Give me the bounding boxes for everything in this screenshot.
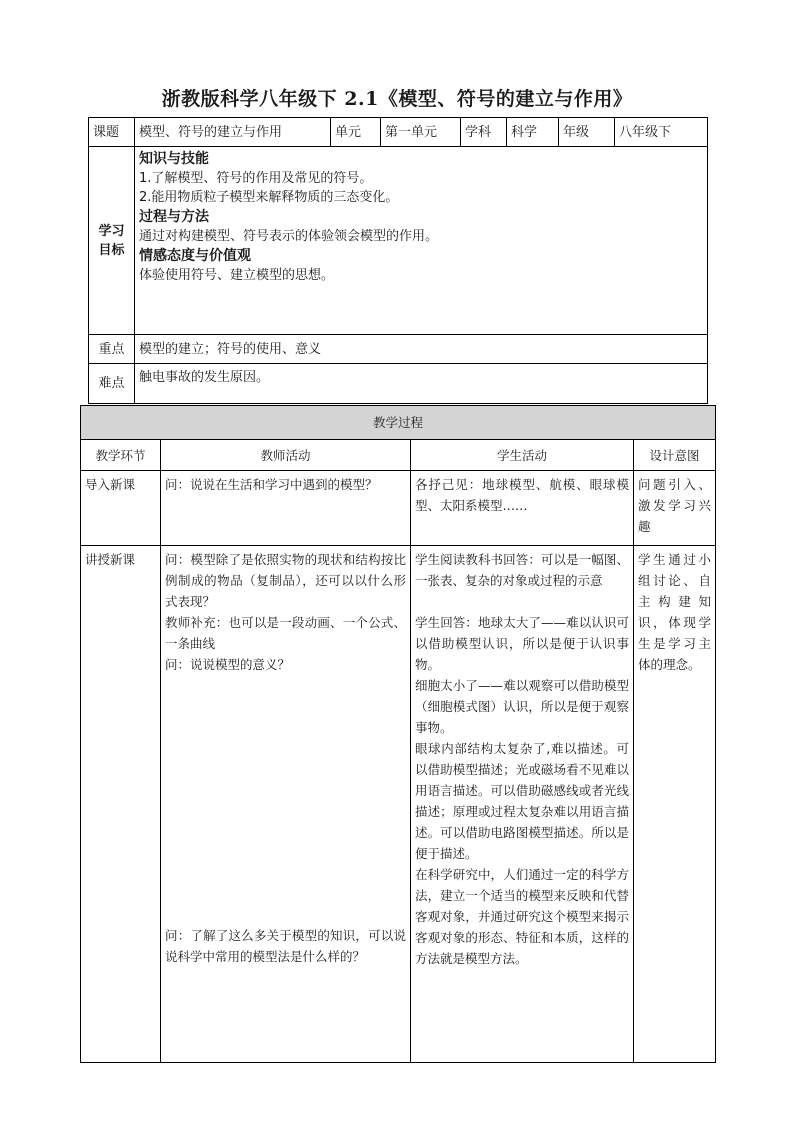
objectives-label: 学习 目标 [89, 147, 135, 335]
stage-intro: 导入新课 [81, 471, 161, 546]
topic-label: 课题 [89, 118, 135, 147]
objectives-section-attitude: 情感态度与价值观 [139, 248, 251, 264]
objective-item: 2.能用物质粒子模型来解释物质的三态变化。 [139, 190, 399, 205]
subject-value: 科学 [507, 118, 559, 147]
teacher-activity [161, 546, 411, 1063]
difficulty-label: 难点 [89, 364, 135, 404]
objective-item: 体验使用符号、建立模型的思想。 [139, 268, 335, 283]
student-answer: 细胞太小了——难以观察可以借助模型（细胞模式图）认识，所以是便于观察事物。 [415, 678, 629, 735]
teacher-question: 问：了解了这么多关于模型的知识，可以说说科学中常用的模型法是什么样的？ [165, 928, 406, 964]
topic-value: 模型、符号的建立与作用 [135, 118, 331, 147]
design-intent: 学生通过小组讨论、自主构建知识，体现学生是学习主体的理念。 [634, 546, 716, 1063]
header-stage: 教学环节 [81, 440, 161, 471]
header-intent: 设计意图 [634, 440, 716, 471]
table-row [81, 546, 716, 1063]
difficulty-value: 触电事故的发生原因。 [135, 364, 708, 404]
objective-item: 1.了解模型、符号的作用及常见的符号。 [139, 171, 373, 186]
teacher-supplement: 教师补充：也可以是一段动画、一个公式、一条曲线 [165, 615, 406, 651]
unit-value: 第一单元 [381, 118, 461, 147]
objectives-section-process: 过程与方法 [139, 209, 209, 225]
process-banner: 教学过程 [81, 406, 716, 440]
student-answer: 学生回答：地球太大了——难以认识可以借助模型认识，所以是便于认识事物。 [415, 615, 629, 672]
teacher-question: 问：说说模型的意义？ [165, 657, 291, 672]
lesson-info-table [88, 117, 708, 404]
student-answer: 眼球内部结构太复杂了,难以描述。可以借助模型描述；光或磁场看不见难以用语言描述。可以借助磁感线或者光线描述；原理或过程太复杂难以用语言描述。可以借助电路图模型描述。所以是便于描述。 [415, 741, 629, 861]
header-teacher: 教师活动 [161, 440, 411, 471]
key-point-label: 重点 [89, 335, 135, 364]
header-student: 学生活动 [411, 440, 634, 471]
objective-item: 通过对构建模型、符号表示的体验领会模型的作用。 [139, 229, 439, 244]
teacher-activity: 问：说说在生活和学习中遇到的模型？ [161, 471, 411, 546]
student-activity [411, 546, 634, 1063]
grade-label: 年级 [559, 118, 615, 147]
student-activity: 各抒己见：地球模型、航模、眼球模型、太阳系模型…… [411, 471, 634, 546]
design-intent: 问题引入、激发学习兴趣 [634, 471, 716, 546]
table-row [81, 471, 716, 546]
subject-label: 学科 [461, 118, 507, 147]
objectives-section-knowledge: 知识与技能 [139, 151, 209, 167]
grade-value: 八年级下 [615, 118, 708, 147]
stage-lecture: 讲授新课 [81, 546, 161, 1063]
teaching-process-table [80, 405, 716, 1063]
unit-label: 单元 [331, 118, 381, 147]
student-answer: 学生阅读教科书回答：可以是一幅图、一张表、复杂的对象或过程的示意 [415, 552, 629, 588]
key-point-value: 模型的建立；符号的使用、意义 [135, 335, 708, 364]
teacher-question: 问：模型除了是依照实物的现状和结构按比例制成的物品（复制品），还可以以什么形式表现？ [165, 552, 406, 609]
objectives-content [135, 147, 708, 335]
student-answer: 在科学研究中，人们通过一定的科学方法，建立一个适当的模型来反映和代替客观对象，并通过研究这个模型来揭示客观对象的形态、特征和本质，这样的方法就是模型方法。 [415, 867, 629, 966]
page-title: 浙教版科学八年级下 2.1《模型、符号的建立与作用》 [161, 88, 633, 110]
